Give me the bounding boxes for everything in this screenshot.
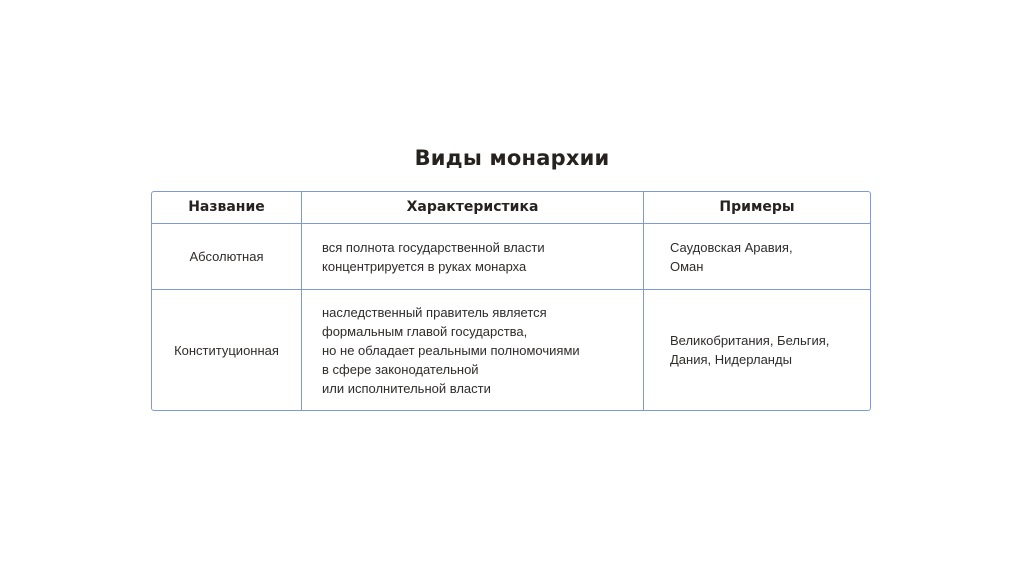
example-line: Оман (670, 258, 704, 274)
table-row-2-description (302, 290, 644, 410)
example-line: Великобритания, Бельгия, (670, 333, 830, 348)
header-examples: Примеры (644, 192, 870, 224)
example-line: Саудовская Аравия, (670, 239, 793, 255)
monarchy-table (151, 191, 871, 411)
description-line: вся полнота государственной власти (322, 239, 545, 255)
description-line: наследственный правитель является (322, 304, 547, 320)
table-row-1-examples (644, 224, 870, 290)
description-line: в сфере законодательной (322, 361, 479, 377)
description-line: формальным главой государства, (322, 323, 528, 339)
description-line: концентрируется в руках монарха (322, 258, 527, 274)
example-line: Дания, Нидерланды (670, 352, 792, 367)
table-row-1-description (302, 224, 644, 290)
table-row-2-name: Конституционная (152, 290, 302, 410)
header-name: Название (152, 192, 302, 224)
header-description: Характеристика (302, 192, 644, 224)
description-line: но не обладает реальными полномочиями (322, 342, 580, 358)
table-row-2-examples (644, 290, 870, 410)
description-line: или исполнительной власти (322, 380, 491, 396)
table-row-1-name: Абсолютная (152, 224, 302, 290)
slide-title: Виды монархии (414, 146, 610, 170)
